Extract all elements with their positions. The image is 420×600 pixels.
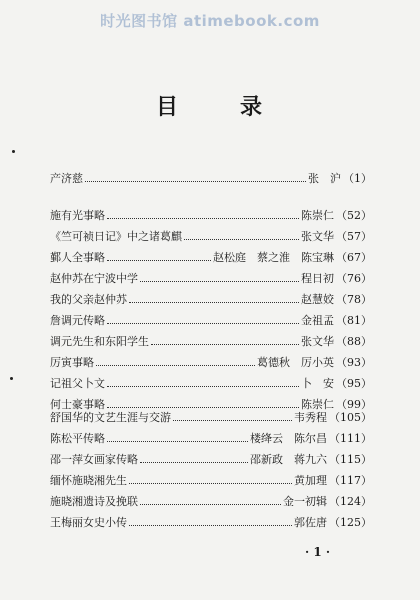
entry-author: 张 沪 — [308, 172, 341, 185]
entry-author: 邵新政 蒋九六 — [250, 453, 327, 466]
entry-author: 赵慧姣 — [301, 293, 334, 306]
entry-author: 张文华 — [301, 230, 334, 243]
entry-page: （124） — [329, 495, 372, 508]
dot-leader — [151, 344, 299, 345]
dot-leader — [129, 525, 292, 526]
entry-title: 产济慈 — [50, 172, 83, 185]
entry-page: （1） — [343, 172, 372, 185]
toc-entry — [50, 425, 372, 446]
dot-leader — [173, 420, 292, 421]
dot-leader — [107, 218, 299, 219]
entry-page: （88） — [336, 335, 372, 348]
dot-leader — [140, 504, 281, 505]
page-number: · 1 · — [305, 545, 331, 559]
site-watermark: 时光图书馆 atimebook.com — [100, 12, 320, 30]
entry-page: （81） — [336, 314, 372, 327]
dot-leader — [184, 239, 299, 240]
entry-page: （111） — [329, 432, 372, 445]
entry-title: 陈松平传略 — [50, 432, 105, 445]
entry-author: 黄加理 — [294, 474, 327, 487]
dot-leader — [107, 260, 211, 261]
entry-title: 邵一萍女画家传略 — [50, 453, 138, 466]
entry-title: 施晓湘遗诗及挽联 — [50, 495, 138, 508]
entry-page: （78） — [336, 293, 372, 306]
entry-page: （57） — [336, 230, 372, 243]
dot-leader — [140, 462, 248, 463]
entry-author: 金一初辑 — [283, 495, 327, 508]
dot-leader — [96, 365, 255, 366]
entry-page: （105） — [329, 411, 372, 424]
entry-author: 陈崇仁 — [301, 209, 334, 222]
page-title — [0, 90, 420, 121]
toc-entry — [50, 404, 372, 425]
entry-page: （76） — [336, 272, 372, 285]
entry-title: 王梅丽女史小传 — [50, 516, 127, 529]
dot-leader — [129, 302, 299, 303]
entry-title: 舒国华的文艺生涯与交游 — [50, 411, 171, 424]
toc-entry — [50, 509, 372, 530]
entry-title: 记祖父卜文 — [50, 377, 105, 390]
entry-title: 《竺可祯日记》中之诸葛麒 — [50, 230, 182, 243]
toc-group — [50, 404, 372, 530]
entry-author: 程日初 — [301, 272, 334, 285]
toc-entry — [50, 202, 372, 223]
entry-title: 詹调元传略 — [50, 314, 105, 327]
entry-author: 卜 安 — [301, 377, 334, 390]
entry-page: （115） — [329, 453, 372, 466]
toc-entry — [50, 349, 372, 370]
entry-page: （67） — [336, 251, 372, 264]
entry-title: 我的父亲赵仲苏 — [50, 293, 127, 306]
entry-title: 厉寅事略 — [50, 356, 94, 369]
entry-title: 调元先生和东阳学生 — [50, 335, 149, 348]
scan-speck — [12, 150, 15, 153]
entry-author: 楼绛云 陈尔昌 — [250, 432, 327, 445]
scan-speck — [10, 377, 13, 380]
toc-entry — [50, 488, 372, 509]
entry-author: 葛德秋 厉小英 — [257, 356, 334, 369]
entry-author: 金祖孟 — [301, 314, 334, 327]
entry-author: 郭佐唐 — [294, 516, 327, 529]
entry-author: 张文华 — [301, 335, 334, 348]
toc-group — [50, 165, 372, 186]
entry-page: （52） — [336, 209, 372, 222]
entry-page: （125） — [329, 516, 372, 529]
entry-title: 施有光事略 — [50, 209, 105, 222]
dot-leader — [140, 281, 299, 282]
entry-title: 缅怀施晓湘先生 — [50, 474, 127, 487]
entry-author: 陈崇仁 — [301, 398, 334, 411]
dot-leader — [129, 483, 292, 484]
entry-page: （99） — [336, 398, 372, 411]
toc-entry — [50, 370, 372, 391]
toc-entry — [50, 244, 372, 265]
entry-page: （117） — [329, 474, 372, 487]
dot-leader — [85, 181, 306, 182]
title-char: 录 — [240, 94, 265, 120]
toc-entry — [50, 286, 372, 307]
toc-group — [50, 202, 372, 412]
entry-author: 赵松庭 蔡之淮 陈宝琳 — [213, 251, 334, 264]
entry-author: 韦秀程 — [294, 411, 327, 424]
dot-leader — [107, 323, 299, 324]
toc-entry — [50, 328, 372, 349]
toc-entry — [50, 165, 372, 186]
toc-entry — [50, 307, 372, 328]
entry-page: （93） — [336, 356, 372, 369]
entry-title: 何士豪事略 — [50, 398, 105, 411]
toc-entry — [50, 467, 372, 488]
toc-entry — [50, 446, 372, 467]
dot-leader — [107, 386, 299, 387]
entry-title: 赵仲苏在宁波中学 — [50, 272, 138, 285]
toc-entry — [50, 223, 372, 244]
dot-leader — [107, 441, 248, 442]
entry-page: （95） — [336, 377, 372, 390]
title-char: 目 — [155, 94, 180, 120]
toc-entry — [50, 265, 372, 286]
entry-title: 鄞人全事略 — [50, 251, 105, 264]
